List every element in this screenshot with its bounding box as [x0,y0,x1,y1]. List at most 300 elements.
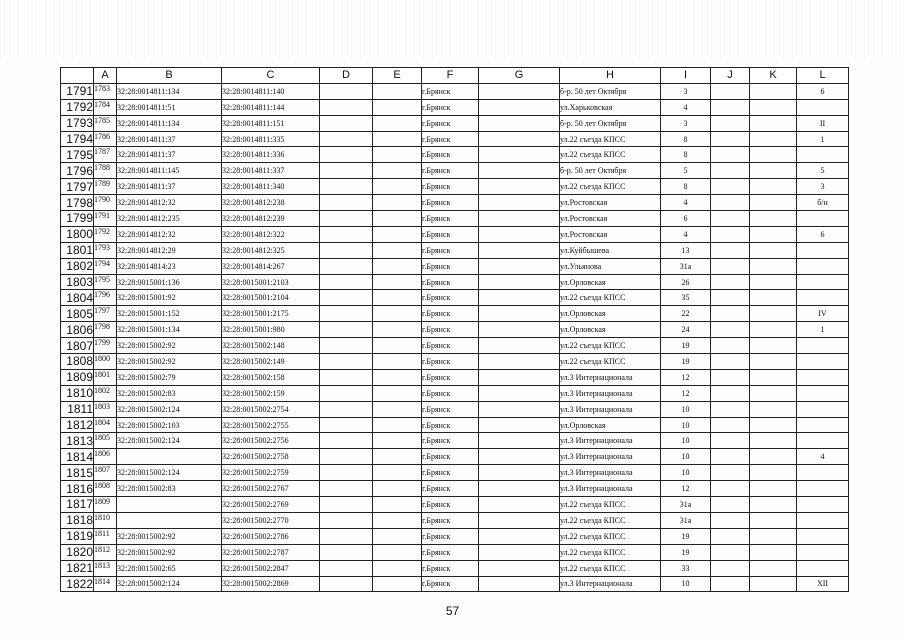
cell-b[interactable]: 32:28:0014812:32 [117,195,222,211]
cell-e[interactable] [373,258,422,274]
cell-j[interactable] [711,465,750,481]
cell-c[interactable]: 32:28:0015001:2103 [222,274,320,290]
row-number[interactable]: 1799 [61,211,94,227]
cell-k[interactable] [750,369,797,385]
cell-h[interactable]: ул.Куйбышева [560,242,661,258]
cell-l[interactable]: 1 [797,131,849,147]
cell-k[interactable] [750,274,797,290]
cell-l[interactable] [797,242,849,258]
row-number[interactable]: 1813 [61,433,94,449]
cell-h[interactable]: б-р. 50 лет Октября [560,163,661,179]
cell-a[interactable]: 1811 [94,528,117,544]
cell-j[interactable] [711,354,750,370]
cell-f[interactable]: г.Брянск [422,369,479,385]
cell-j[interactable] [711,242,750,258]
cell-g[interactable] [479,401,560,417]
cell-c[interactable]: 32:28:0014812:238 [222,195,320,211]
row-number[interactable]: 1794 [61,131,94,147]
cell-h[interactable]: ул.22 съезда КПСС [560,147,661,163]
cell-k[interactable] [750,163,797,179]
cell-i[interactable]: 8 [661,131,711,147]
cell-i[interactable]: 4 [661,195,711,211]
cell-f[interactable]: г.Брянск [422,497,479,513]
cell-g[interactable] [479,131,560,147]
cell-e[interactable] [373,401,422,417]
cell-h[interactable]: ул.Орловская [560,306,661,322]
cell-b[interactable]: 32:28:0015002:83 [117,481,222,497]
cell-g[interactable] [479,274,560,290]
cell-e[interactable] [373,433,422,449]
cell-a[interactable]: 1787 [94,147,117,163]
column-header-i[interactable]: I [661,68,711,84]
cell-b[interactable]: 32:28:0015002:124 [117,433,222,449]
cell-a[interactable]: 1806 [94,449,117,465]
cell-a[interactable]: 1804 [94,417,117,433]
cell-g[interactable] [479,195,560,211]
cell-k[interactable] [750,449,797,465]
cell-b[interactable]: 32:28:0015002:103 [117,417,222,433]
column-header-c[interactable]: C [222,68,320,84]
cell-c[interactable]: 32:28:0015001:2175 [222,306,320,322]
cell-d[interactable] [320,560,373,576]
cell-f[interactable]: г.Брянск [422,385,479,401]
cell-g[interactable] [479,115,560,131]
cell-h[interactable]: ул.3 Интернационала [560,481,661,497]
cell-f[interactable]: г.Брянск [422,401,479,417]
cell-e[interactable] [373,195,422,211]
cell-g[interactable] [479,497,560,513]
cell-k[interactable] [750,242,797,258]
column-header-g[interactable]: G [479,68,560,84]
cell-g[interactable] [479,385,560,401]
cell-k[interactable] [750,131,797,147]
cell-g[interactable] [479,544,560,560]
cell-e[interactable] [373,147,422,163]
cell-j[interactable] [711,179,750,195]
cell-g[interactable] [479,306,560,322]
cell-j[interactable] [711,131,750,147]
cell-k[interactable] [750,512,797,528]
cell-b[interactable] [117,512,222,528]
cell-b[interactable]: 32:28:0015002:65 [117,560,222,576]
cell-i[interactable]: 24 [661,322,711,338]
cell-a[interactable]: 1812 [94,544,117,560]
cell-c[interactable]: 32:28:0014811:340 [222,179,320,195]
cell-l[interactable] [797,544,849,560]
cell-g[interactable] [479,481,560,497]
cell-f[interactable]: г.Брянск [422,306,479,322]
cell-l[interactable]: 6 [797,226,849,242]
cell-a[interactable]: 1786 [94,131,117,147]
cell-a[interactable]: 1793 [94,242,117,258]
cell-h[interactable]: ул.22 съезда КПСС [560,338,661,354]
cell-j[interactable] [711,528,750,544]
cell-g[interactable] [479,322,560,338]
row-number[interactable]: 1822 [61,576,94,592]
cell-j[interactable] [711,449,750,465]
cell-b[interactable]: 32:28:0015002:92 [117,338,222,354]
cell-g[interactable] [479,465,560,481]
row-number[interactable]: 1808 [61,354,94,370]
cell-l[interactable] [797,465,849,481]
cell-b[interactable]: 32:28:0015002:124 [117,576,222,592]
row-number[interactable]: 1817 [61,497,94,513]
cell-g[interactable] [479,226,560,242]
cell-i[interactable]: 4 [661,99,711,115]
cell-h[interactable]: ул.22 съезда КПСС [560,544,661,560]
row-number[interactable]: 1812 [61,417,94,433]
cell-j[interactable] [711,544,750,560]
cell-e[interactable] [373,481,422,497]
cell-a[interactable]: 1800 [94,354,117,370]
column-header-b[interactable]: B [117,68,222,84]
cell-g[interactable] [479,242,560,258]
cell-i[interactable]: 12 [661,385,711,401]
cell-l[interactable] [797,433,849,449]
cell-j[interactable] [711,401,750,417]
cell-a[interactable]: 1808 [94,481,117,497]
cell-b[interactable]: 32:28:0014811:37 [117,131,222,147]
cell-b[interactable]: 32:28:0014811:37 [117,179,222,195]
cell-a[interactable]: 1805 [94,433,117,449]
cell-e[interactable] [373,560,422,576]
column-header-h[interactable]: H [560,68,661,84]
cell-f[interactable]: г.Брянск [422,544,479,560]
cell-h[interactable]: ул.3 Интернационала [560,449,661,465]
cell-b[interactable]: 32:28:0014812:32 [117,226,222,242]
cell-i[interactable]: 8 [661,147,711,163]
cell-g[interactable] [479,576,560,592]
cell-f[interactable]: г.Брянск [422,322,479,338]
cell-e[interactable] [373,528,422,544]
row-number[interactable]: 1800 [61,226,94,242]
cell-i[interactable]: 10 [661,401,711,417]
cell-f[interactable]: г.Брянск [422,147,479,163]
cell-c[interactable]: 32:28:0014811:337 [222,163,320,179]
cell-i[interactable]: 10 [661,433,711,449]
cell-a[interactable]: 1799 [94,338,117,354]
cell-j[interactable] [711,290,750,306]
cell-d[interactable] [320,306,373,322]
cell-j[interactable] [711,226,750,242]
cell-l[interactable]: б/н [797,195,849,211]
cell-h[interactable]: ул.3 Интернационала [560,401,661,417]
cell-i[interactable]: 31а [661,258,711,274]
cell-g[interactable] [479,354,560,370]
cell-j[interactable] [711,99,750,115]
cell-a[interactable]: 1791 [94,211,117,227]
cell-c[interactable]: 32:28:0014811:140 [222,83,320,99]
cell-c[interactable]: 32:28:0015002:2787 [222,544,320,560]
cell-d[interactable] [320,163,373,179]
cell-i[interactable]: 19 [661,528,711,544]
cell-c[interactable]: 32:28:0015002:2769 [222,497,320,513]
cell-c[interactable]: 32:28:0014811:144 [222,99,320,115]
cell-e[interactable] [373,242,422,258]
cell-d[interactable] [320,290,373,306]
cell-i[interactable]: 12 [661,481,711,497]
cell-j[interactable] [711,322,750,338]
cell-i[interactable]: 3 [661,83,711,99]
cell-h[interactable]: ул.22 съезда КПСС [560,354,661,370]
cell-e[interactable] [373,226,422,242]
cell-f[interactable]: г.Брянск [422,290,479,306]
cell-i[interactable]: 26 [661,274,711,290]
cell-h[interactable]: ул.3 Интернационала [560,385,661,401]
cell-k[interactable] [750,481,797,497]
cell-k[interactable] [750,354,797,370]
cell-h[interactable]: ул.22 съезда КПСС [560,528,661,544]
cell-k[interactable] [750,99,797,115]
row-number[interactable]: 1820 [61,544,94,560]
column-header-k[interactable]: K [750,68,797,84]
cell-d[interactable] [320,115,373,131]
cell-f[interactable]: г.Брянск [422,433,479,449]
cell-e[interactable] [373,449,422,465]
cell-e[interactable] [373,306,422,322]
cell-e[interactable] [373,274,422,290]
cell-i[interactable]: 10 [661,417,711,433]
cell-e[interactable] [373,83,422,99]
cell-b[interactable]: 32:28:0015002:124 [117,465,222,481]
cell-j[interactable] [711,369,750,385]
cell-g[interactable] [479,449,560,465]
cell-g[interactable] [479,99,560,115]
cell-h[interactable]: ул.Ростовская [560,211,661,227]
cell-k[interactable] [750,322,797,338]
column-header-a[interactable]: A [94,68,117,84]
cell-f[interactable]: г.Брянск [422,481,479,497]
cell-b[interactable]: 32:28:0014811:51 [117,99,222,115]
cell-g[interactable] [479,338,560,354]
cell-g[interactable] [479,163,560,179]
cell-b[interactable]: 32:28:0015002:83 [117,385,222,401]
row-number[interactable]: 1796 [61,163,94,179]
cell-d[interactable] [320,83,373,99]
cell-a[interactable]: 1809 [94,497,117,513]
row-number[interactable]: 1802 [61,258,94,274]
cell-h[interactable]: ул.3 Интернационала [560,369,661,385]
row-number[interactable]: 1793 [61,115,94,131]
cell-l[interactable]: II [797,115,849,131]
cell-e[interactable] [373,576,422,592]
cell-g[interactable] [479,147,560,163]
cell-d[interactable] [320,338,373,354]
cell-l[interactable] [797,401,849,417]
cell-e[interactable] [373,465,422,481]
cell-a[interactable]: 1803 [94,401,117,417]
cell-f[interactable]: г.Брянск [422,338,479,354]
cell-g[interactable] [479,417,560,433]
cell-b[interactable]: 32:28:0014811:37 [117,147,222,163]
cell-j[interactable] [711,433,750,449]
cell-l[interactable] [797,147,849,163]
column-header-l[interactable]: L [797,68,849,84]
cell-d[interactable] [320,401,373,417]
cell-a[interactable]: 1814 [94,576,117,592]
cell-b[interactable]: 32:28:0015002:124 [117,401,222,417]
cell-i[interactable]: 31а [661,497,711,513]
cell-g[interactable] [479,258,560,274]
cell-c[interactable]: 32:28:0015002:2754 [222,401,320,417]
cell-e[interactable] [373,179,422,195]
cell-b[interactable]: 32:28:0015002:92 [117,528,222,544]
cell-d[interactable] [320,497,373,513]
cell-b[interactable]: 32:28:0014814:23 [117,258,222,274]
row-number[interactable]: 1821 [61,560,94,576]
cell-a[interactable]: 1810 [94,512,117,528]
row-number[interactable]: 1797 [61,179,94,195]
cell-k[interactable] [750,147,797,163]
cell-f[interactable]: г.Брянск [422,560,479,576]
cell-h[interactable]: б-р. 50 лет Октября [560,115,661,131]
cell-h[interactable]: ул.Орловская [560,274,661,290]
cell-b[interactable]: 32:28:0014811:134 [117,115,222,131]
cell-b[interactable]: 32:28:0014812:235 [117,211,222,227]
cell-h[interactable]: ул.22 съезда КПСС [560,512,661,528]
row-number[interactable]: 1805 [61,306,94,322]
cell-i[interactable]: 4 [661,226,711,242]
cell-a[interactable]: 1813 [94,560,117,576]
cell-g[interactable] [479,528,560,544]
row-number[interactable]: 1791 [61,83,94,99]
cell-i[interactable]: 19 [661,544,711,560]
cell-f[interactable]: г.Брянск [422,179,479,195]
cell-d[interactable] [320,242,373,258]
cell-j[interactable] [711,147,750,163]
cell-h[interactable]: б-р. 50 лет Октября [560,83,661,99]
row-number[interactable]: 1819 [61,528,94,544]
cell-c[interactable]: 32:28:0014811:151 [222,115,320,131]
cell-l[interactable] [797,417,849,433]
cell-k[interactable] [750,560,797,576]
row-number[interactable]: 1801 [61,242,94,258]
cell-e[interactable] [373,338,422,354]
cell-d[interactable] [320,544,373,560]
cell-l[interactable] [797,99,849,115]
cell-i[interactable]: 6 [661,211,711,227]
cell-l[interactable]: IV [797,306,849,322]
cell-j[interactable] [711,481,750,497]
column-header-e[interactable]: E [373,68,422,84]
cell-f[interactable]: г.Брянск [422,211,479,227]
cell-f[interactable]: г.Брянск [422,115,479,131]
cell-d[interactable] [320,433,373,449]
cell-k[interactable] [750,306,797,322]
row-number[interactable]: 1804 [61,290,94,306]
cell-l[interactable] [797,290,849,306]
cell-h[interactable]: ул.Ростовская [560,226,661,242]
cell-l[interactable] [797,528,849,544]
row-number[interactable]: 1814 [61,449,94,465]
cell-c[interactable]: 32:28:0015002:158 [222,369,320,385]
row-number[interactable]: 1816 [61,481,94,497]
cell-b[interactable]: 32:28:0015001:134 [117,322,222,338]
cell-l[interactable] [797,369,849,385]
cell-e[interactable] [373,497,422,513]
cell-d[interactable] [320,512,373,528]
cell-b[interactable]: 32:28:0015001:136 [117,274,222,290]
cell-j[interactable] [711,115,750,131]
cell-b[interactable]: 32:28:0015002:92 [117,354,222,370]
cell-h[interactable]: ул.Харьковская [560,99,661,115]
cell-f[interactable]: г.Брянск [422,131,479,147]
cell-d[interactable] [320,528,373,544]
cell-c[interactable]: 32:28:0015002:159 [222,385,320,401]
cell-h[interactable]: ул.22 съезда КПСС [560,290,661,306]
cell-l[interactable] [797,338,849,354]
cell-l[interactable]: 3 [797,179,849,195]
cell-f[interactable]: г.Брянск [422,354,479,370]
cell-d[interactable] [320,258,373,274]
cell-e[interactable] [373,99,422,115]
cell-h[interactable]: ул.22 съезда КПСС [560,179,661,195]
cell-l[interactable]: 5 [797,163,849,179]
cell-e[interactable] [373,131,422,147]
cell-g[interactable] [479,433,560,449]
cell-e[interactable] [373,163,422,179]
column-header-j[interactable]: J [711,68,750,84]
cell-i[interactable]: 19 [661,354,711,370]
cell-d[interactable] [320,449,373,465]
cell-j[interactable] [711,258,750,274]
cell-a[interactable]: 1802 [94,385,117,401]
row-number[interactable]: 1810 [61,385,94,401]
cell-f[interactable]: г.Брянск [422,512,479,528]
row-number[interactable]: 1809 [61,369,94,385]
row-number[interactable]: 1815 [61,465,94,481]
cell-a[interactable]: 1795 [94,274,117,290]
cell-i[interactable]: 10 [661,449,711,465]
cell-h[interactable]: ул.22 съезда КПСС [560,497,661,513]
cell-l[interactable] [797,512,849,528]
cell-e[interactable] [373,544,422,560]
cell-k[interactable] [750,211,797,227]
cell-j[interactable] [711,306,750,322]
cell-c[interactable]: 32:28:0015001:2104 [222,290,320,306]
cell-i[interactable]: 8 [661,179,711,195]
cell-a[interactable]: 1785 [94,115,117,131]
column-header-d[interactable]: D [320,68,373,84]
cell-h[interactable]: ул.22 съезда КПСС [560,560,661,576]
cell-e[interactable] [373,115,422,131]
cell-b[interactable]: 32:28:0015001:92 [117,290,222,306]
cell-d[interactable] [320,99,373,115]
cell-k[interactable] [750,417,797,433]
cell-c[interactable]: 32:28:0014814:267 [222,258,320,274]
cell-g[interactable] [479,369,560,385]
cell-e[interactable] [373,354,422,370]
cell-h[interactable]: ул.3 Интернационала [560,433,661,449]
row-number[interactable]: 1792 [61,99,94,115]
cell-i[interactable]: 35 [661,290,711,306]
cell-c[interactable]: 32:28:0015002:2869 [222,576,320,592]
row-number[interactable]: 1818 [61,512,94,528]
cell-d[interactable] [320,322,373,338]
cell-k[interactable] [750,179,797,195]
cell-k[interactable] [750,385,797,401]
cell-a[interactable]: 1796 [94,290,117,306]
cell-f[interactable]: г.Брянск [422,163,479,179]
column-header-f[interactable]: F [422,68,479,84]
cell-g[interactable] [479,83,560,99]
cell-a[interactable]: 1801 [94,369,117,385]
cell-l[interactable]: 6 [797,83,849,99]
cell-c[interactable]: 32:28:0014811:335 [222,131,320,147]
cell-d[interactable] [320,576,373,592]
cell-c[interactable]: 32:28:0015002:2755 [222,417,320,433]
cell-l[interactable] [797,274,849,290]
